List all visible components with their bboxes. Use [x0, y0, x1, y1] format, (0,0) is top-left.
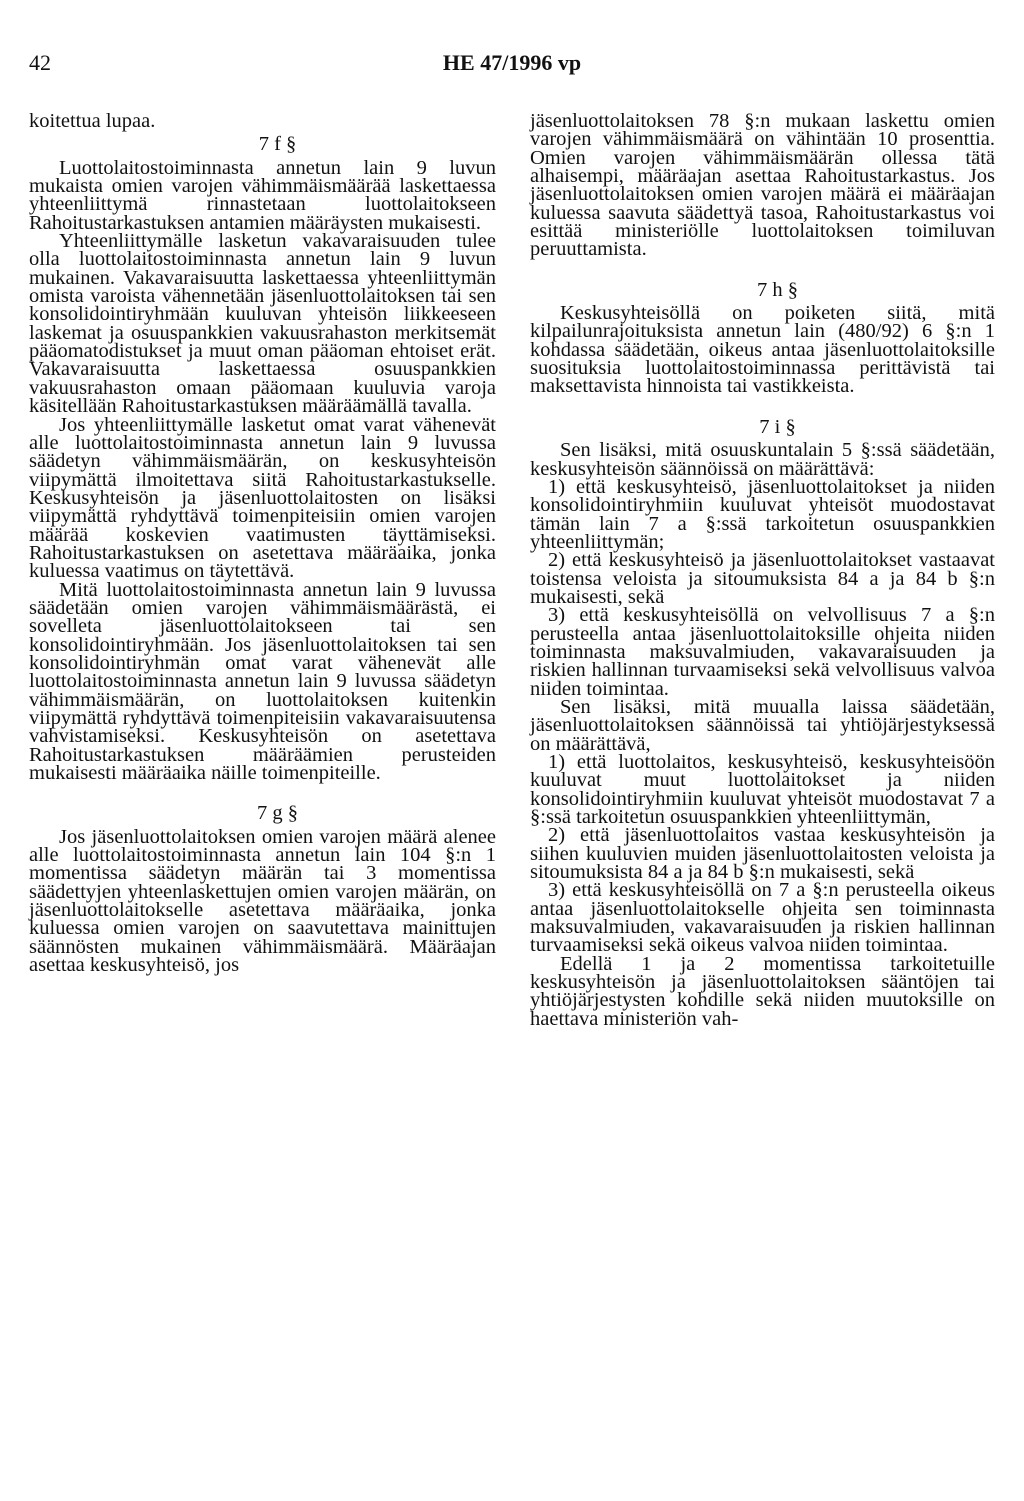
- paragraph: Luottolaitostoiminnasta annetun lain 9 luvun mukaista omien varojen vähimmäismäärää laskettaessa yhteenliittymä rinnastetaan luottolaitokseen Rahoitustarkastuksen antamien määräysten mukaisesti.: [29, 156, 496, 234]
- section-heading-7h: 7 h §: [757, 278, 798, 301]
- paragraph: koitettua lupaa.: [29, 110, 156, 132]
- paragraph: Edellä 1 ja 2 momentissa tarkoitetuille keskusyhteisön ja jäsenluottolaitoksen sääntöjen tai yhtiöjärjestysten kohdille sekä niiden muutoksille on haettava ministeriön vah-: [530, 952, 995, 1030]
- running-title: HE 47/1996 vp: [442, 50, 582, 75]
- section-heading-7f: 7 f §: [258, 133, 297, 156]
- list-item: 2) että keskusyhteisö ja jäsenluottolaitokset vastaavat toistensa veloista ja sitoumuksista 84 a ja 84 b §:n mukaisesti, sekä: [530, 549, 995, 608]
- list-item: 2) että jäsenluottolaitos vastaa keskusyhteisön ja siihen kuuluvien muiden jäsenluottolaitosten veloista ja sitoumuksista 84 a ja 84 b §:n mukaisesti, sekä: [530, 824, 995, 884]
- right-column: [530, 112, 995, 1028]
- section-heading-7i: 7 i §: [759, 415, 796, 438]
- left-column: [29, 110, 496, 977]
- paragraph: Mitä luottolaitostoiminnasta annetun lain 9 luvussa säädetään omien varojen vähimmäismäärästä, ei sovelleta jäsenluottolaitokseen tai sen konsolidointiryhmään. Jos jäsenluottolaitoksen tai sen konsolidointiryhmän omat varat vähenevät alle luottolaitostoiminnasta annetun lain 9 luvussa säädetyn vähimmäismäärän, on luottolaitoksen kuitenkin viipymättä ryhdyttävä toimenpiteisiin vakavaraisuutensa vahvistamiseksi. Keskusyhteisön on asetettava Rahoitustarkastuksen määräämien perusteiden mukaisesti määräaika näille toimenpiteille.: [29, 578, 496, 785]
- paragraph: Sen lisäksi, mitä muualla laissa säädetään, jäsenluottolaitoksen säännöissä tai yhtiöjärjestyksessä on määrättävä,: [530, 695, 995, 755]
- paragraph: Jos yhteenliittymälle lasketut omat varat vähenevät alle luottolaitostoiminnasta annetun lain 9 luvussa säädetyn vähimmäismäärän, on keskusyhteisön viipymättä ilmoitettava siitä Rahoitustarkastukselle. Keskusyhteisön ja jäsenluottolaitosten on lisäksi viipymättä ryhdyttävä toimenpiteisiin omien varojen määrää koskevien vaatimusten täyttämiseksi. Rahoitustarkastuksen on asetettava määräaika, jonka kuluessa vaatimus on täytettävä.: [29, 413, 496, 583]
- list-item: 3) että keskusyhteisöllä on 7 a §:n perusteella oikeus antaa jäsenluottolaitokselle ohjeita sen toiminnasta maksuvalmiuden, vakavaraisuuden ja riskien hallinnan turvaamiseksi sekä oikeus valvoa niiden toimintaa.: [530, 879, 995, 957]
- paragraph: jäsenluottolaitoksen 78 §:n mukaan laskettu omien varojen vähimmäismäärä on vähintään 10 prosenttia. Omien varojen vähimmäismäärän ollessa tätä alhaisempi, määräajan asettaa Rahoitustarkastus. Jos jäsenluottolaitoksen omien varojen määrä ei määräajan kuluessa saavuta säädettyä tasoa, Rahoitustarkastus voi esittää ministeriölle luottolaitoksen toimiluvan peruuttamista.: [530, 110, 995, 261]
- page-number: 42: [29, 50, 51, 75]
- paragraph: Jos jäsenluottolaitoksen omien varojen määrä alenee alle luottolaitostoiminnasta annetun lain 104 §:n 1 momentissa säädetyn määrän tai 3 momentissa säädettyjen yhteenlaskettujen omien varojen määrän, on jäsenluottolaitokselle asetettava määräaika, jonka kuluessa omien varojen on saavutettava mainittujen säännösten mukainen vähimmäismäärä. Määräajan asettaa keskusyhteisö, jos: [29, 825, 496, 977]
- list-item: 1) että luottolaitos, keskusyhteisö, keskusyhteisöön kuuluvat muut luottolaitokset ja niiden konsolidointiryhmiin kuuluvat yhteisöt muodostavat 7 a §:ssä tarkoitetun osuuspankkien yhteenliittymän,: [530, 751, 995, 829]
- list-item: 1) että keskusyhteisö, jäsenluottolaitokset ja niiden konsolidointiryhmiin kuuluvat yhteisöt muodostavat tämän lain 7 a §:ssä tarkoitetun osuuspankkien yhteenliittymän;: [530, 475, 995, 553]
- paragraph: Sen lisäksi, mitä osuuskuntalain 5 §:ssä säädetään, keskusyhteisön säännöissä on määrättävä:: [530, 439, 995, 480]
- paragraph: Yhteenliittymälle lasketun vakavaraisuuden tulee olla luottolaitostoiminnasta annetun lain 9 luvun mukainen. Vakavaraisuutta laskettaessa yhteenliittymän omista varoista vähennetään jäsenluottolaitoksen tai sen konsolidointiryhmään kuuluvan yhteisön liikkeeseen laskemat ja osuuspankkien vakuusrahaston merkitsemät pääomatodistukset ja muut oman pääoman ehtoiset erät. Vakavaraisuutta laskettaessa osuuspankkien vakuusrahaston omaan pääomaan kuuluvia varoja käsitellään Rahoitustarkastuksen määräämällä tavalla.: [29, 230, 496, 418]
- list-item: 3) että keskusyhteisöllä on velvollisuus 7 a §:n perusteella antaa jäsenluottolaitoksille ohjeita niiden toiminnasta maksuvalmiuden, vakavaraisuuden ja riskien hallinnan turvaamiseksi sekä velvollisuus valvoa niiden toimintaa.: [530, 604, 995, 700]
- paragraph: Keskusyhteisöllä on poiketen siitä, mitä kilpailunrajoituksista annetun lain (480/92) 6 §:n 1 kohdassa säädetään, oikeus antaa jäsenluottolaitoksille suosituksia luottolaitostoiminnassa perittävistä tai maksettavista hinnoista tai vastikkeista.: [530, 302, 995, 398]
- section-heading-7g: 7 g §: [257, 802, 298, 825]
